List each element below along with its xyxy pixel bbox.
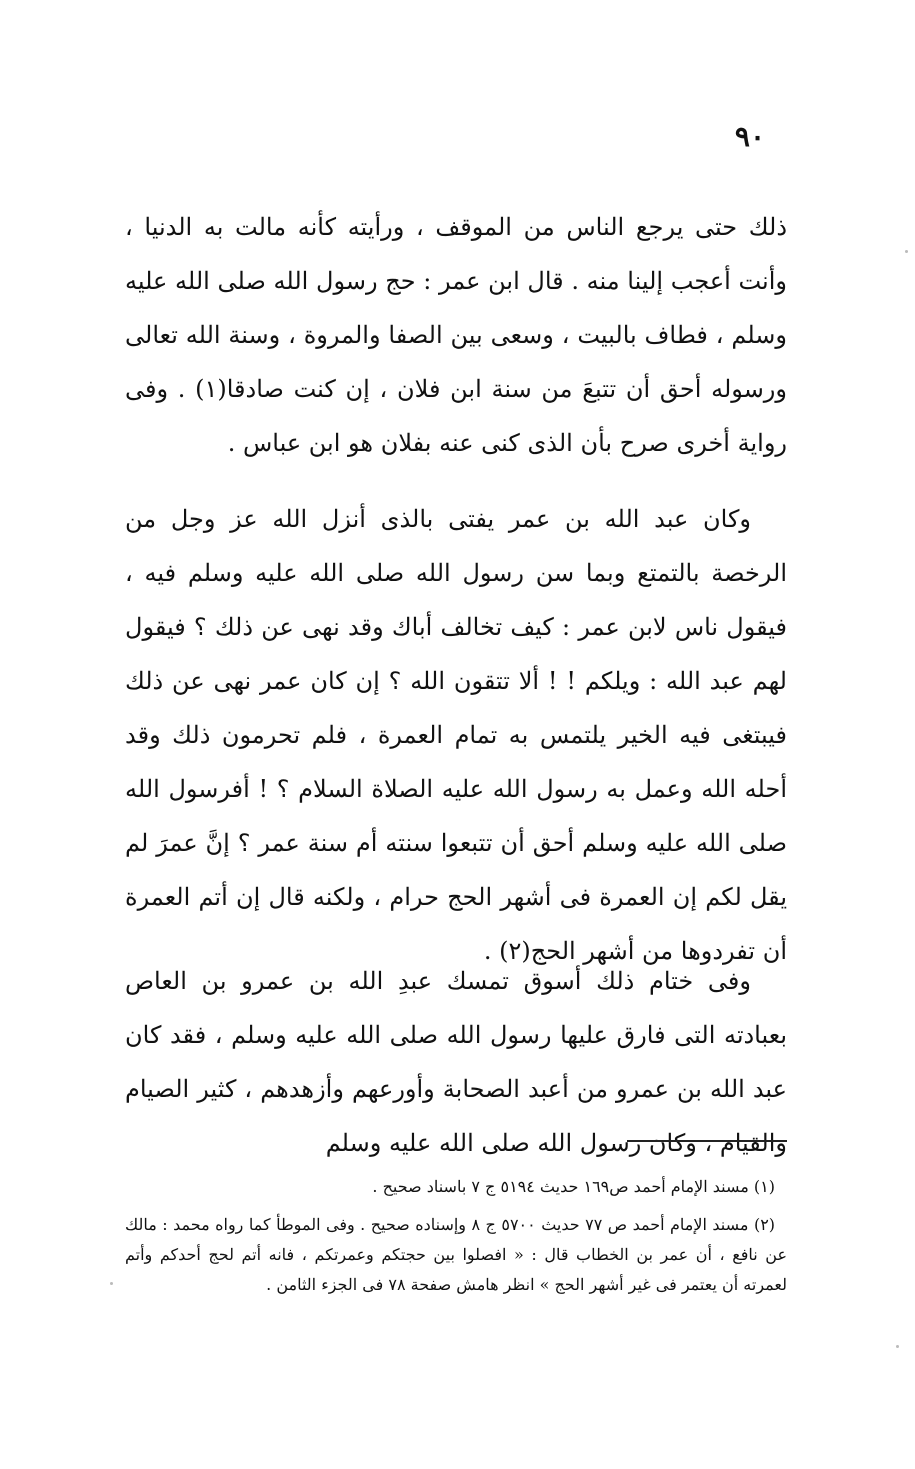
footnote-1: (١) مسند الإمام أحمد ص١٦٩ حديث ٥١٩٤ ج ٧ باسناد صحيح . [372,1177,775,1196]
footnote-2: (٢) مسند الإمام أحمد ص ٧٧ حديث ٥٧٠٠ ج ٨ وإسناده صحيح . وفى الموطأ كما رواه محمد : مالك عن نافع ، أن عمر بن الخطاب قال : « افصلوا بين حجتكم وعمرتكم ، فانه أتم لحج أحدكم وأتم لعمرته أن يعتمر فى غير أشهر الحج » انظر هامش صفحة ٧٨ فى الجزء الثامن . [125,1215,787,1294]
body-paragraph-1 [125,200,787,470]
scan-speck [905,250,908,253]
paragraph-text: وفى ختام ذلك أسوق تمسك عبدِ الله بن عمرو بن العاص بعبادته التى فارق عليها رسول الله صلى الله عليه وسلم ، فقد كان عبد الله بن عمرو من أعبد الصحابة وأورعهم وأزهدهم ، كثير الصيام والقيام ، وكان رسول الله صلى الله عليه وسلم [125,967,787,1157]
page-number: ٩٠ [734,120,765,153]
paragraph-text: ذلك حتى يرجع الناس من الموقف ، ورأيته كأنه مالت به الدنيا ، وأنت أعجب إلينا منه . قال ابن عمر : حج رسول الله صلى الله عليه وسلم ، فطاف بالبيت ، وسعى بين الصفا والمروة ، وسنة الله تعالى ورسوله أحق أن تتبعَ من سنة ابن فلان ، إن كنت صادقا(١) . وفى رواية أخرى صرح بأن الذى كنى عنه بفلان هو ابن عباس . [125,213,787,457]
body-paragraph-3 [125,954,787,1170]
footnotes [125,1172,787,1300]
paragraph-text: وكان عبد الله بن عمر يفتى بالذى أنزل الله عز وجل من الرخصة بالتمتع وبما سن رسول الله صلى الله عليه وسلم فيه ، فيقول ناس لابن عمر : كيف تخالف أباك وقد نهى عن ذلك ؟ فيقول لهم عبد الله : ويلكم ! ! ألا تتقون الله ؟ إن كان عمر نهى عن ذلك فيبتغى فيه الخير يلتمس به تمام العمرة ، فلم تحرمون ذلك وقد أحله الله وعمل به رسول الله عليه الصلاة السلام ؟ ! أفرسول الله صلى الله عليه وسلم أحق أن تتبعوا سنته أم سنة عمر ؟ إنَّ عمرَ لم يقل لكم إن العمرة فى أشهر الحج حرام ، ولكنه قال إن أتم العمرة أن تفردوها من أشهر الحج(٢) . [125,505,787,965]
scan-speck [896,1345,899,1348]
scan-speck [110,1282,113,1285]
body-paragraph-2 [125,492,787,978]
footnote-divider [627,1140,787,1142]
